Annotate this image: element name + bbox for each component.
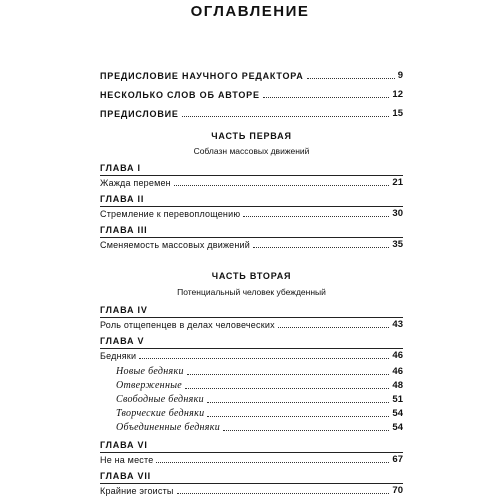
part-one-subtitle: Соблазн массовых движений — [193, 146, 310, 156]
chapter-6-rule — [100, 452, 403, 453]
part-two-subtitle: Потенциальный человек убежденный — [177, 287, 326, 297]
chapter-6-heading: ГЛАВА VI — [100, 440, 148, 450]
toc-entry-label: Бедняки — [100, 351, 137, 361]
toc-entry-chapter-7[interactable] — [100, 485, 403, 497]
toc-subentry-free-poor[interactable] — [116, 394, 403, 406]
toc-entry-label: НЕСКОЛЬКО СЛОВ ОБ АВТОРЕ — [100, 90, 260, 100]
toc-page-number: 12 — [392, 89, 403, 100]
toc-page-number: 21 — [392, 177, 403, 188]
toc-entry-chapter-3[interactable] — [100, 239, 403, 251]
chapter-1-rule — [100, 175, 403, 176]
chapter-2-heading: ГЛАВА II — [100, 194, 145, 204]
toc-page-number: 48 — [392, 380, 403, 391]
toc-entry-chapter-2[interactable] — [100, 208, 403, 220]
chapter-4-rule — [100, 317, 403, 318]
toc-page-number: 35 — [392, 239, 403, 250]
toc-subentry-united-poor[interactable] — [116, 422, 403, 434]
toc-page-number: 46 — [392, 366, 403, 377]
chapter-5-heading: ГЛАВА V — [100, 336, 145, 346]
toc-entry-editor-preface[interactable] — [100, 70, 403, 82]
toc-entry-label: ПРЕДИСЛОВИЕ НАУЧНОГО РЕДАКТОРА — [100, 71, 304, 81]
dot-leader — [139, 358, 389, 359]
toc-page-number: 15 — [392, 108, 403, 119]
toc-entry-label: Не на месте — [100, 455, 154, 465]
toc-entry-label: Творческие бедняки — [116, 408, 205, 419]
chapter-7-heading: ГЛАВА VII — [100, 471, 151, 481]
dot-leader — [278, 327, 390, 328]
toc-page-number: 30 — [392, 208, 403, 219]
toc-entry-label: Свободные бедняки — [116, 394, 204, 405]
toc-entry-label: ПРЕДИСЛОВИЕ — [100, 109, 179, 119]
dot-leader — [263, 97, 390, 98]
toc-page-number: 43 — [392, 319, 403, 330]
dot-leader — [156, 462, 389, 463]
toc-entry-label: Сменяемость массовых движений — [100, 240, 251, 250]
chapter-3-heading: ГЛАВА III — [100, 225, 148, 235]
toc-entry-chapter-5[interactable] — [100, 350, 403, 362]
dot-leader — [307, 78, 395, 79]
dot-leader — [185, 388, 389, 389]
toc-entry-chapter-1[interactable] — [100, 177, 403, 189]
toc-subentry-new-poor[interactable] — [116, 366, 403, 378]
toc-page-number: 70 — [392, 485, 403, 496]
chapter-2-rule — [100, 206, 403, 207]
dot-leader — [182, 116, 390, 117]
dot-leader — [177, 493, 390, 494]
chapter-4-heading: ГЛАВА IV — [100, 305, 148, 315]
toc-page-number: 9 — [397, 70, 403, 81]
toc-entry-label: Отверженные — [116, 380, 183, 391]
chapter-7-rule — [100, 483, 403, 484]
toc-subentry-outcasts[interactable] — [116, 380, 403, 392]
toc-entry-label: Объединенные бедняки — [116, 422, 221, 433]
toc-page-number: 67 — [392, 454, 403, 465]
toc-subentry-creative-poor[interactable] — [116, 408, 403, 420]
toc-page-number: 54 — [392, 408, 403, 419]
toc-page-number: 54 — [392, 422, 403, 433]
toc-entry-about-author[interactable] — [100, 89, 403, 101]
toc-entry-label: Стремление к перевоплощению — [100, 209, 241, 219]
toc-entry-label: Новые бедняки — [116, 366, 184, 377]
part-one-heading: ЧАСТЬ ПЕРВАЯ — [211, 131, 292, 141]
dot-leader — [207, 416, 389, 417]
toc-entry-preface[interactable] — [100, 108, 403, 120]
toc-entry-label: Роль отщепенцев в делах человеческих — [100, 320, 275, 330]
toc-page-number: 46 — [392, 350, 403, 361]
dot-leader — [243, 216, 389, 217]
toc-entry-label: Жажда перемен — [100, 178, 171, 188]
dot-leader — [223, 430, 389, 431]
dot-leader — [187, 374, 390, 375]
page-title: ОГЛАВЛЕНИЕ — [190, 3, 310, 20]
toc-entry-chapter-6[interactable] — [100, 454, 403, 466]
toc-page-number: 51 — [392, 394, 403, 405]
dot-leader — [207, 402, 390, 403]
toc-entry-label: Крайние эгоисты — [100, 486, 174, 496]
chapter-3-rule — [100, 237, 403, 238]
toc-entry-chapter-4[interactable] — [100, 319, 403, 331]
chapter-1-heading: ГЛАВА I — [100, 163, 141, 173]
part-two-heading: ЧАСТЬ ВТОРАЯ — [211, 271, 292, 281]
dot-leader — [253, 247, 389, 248]
dot-leader — [174, 185, 390, 186]
chapter-5-rule — [100, 348, 403, 349]
